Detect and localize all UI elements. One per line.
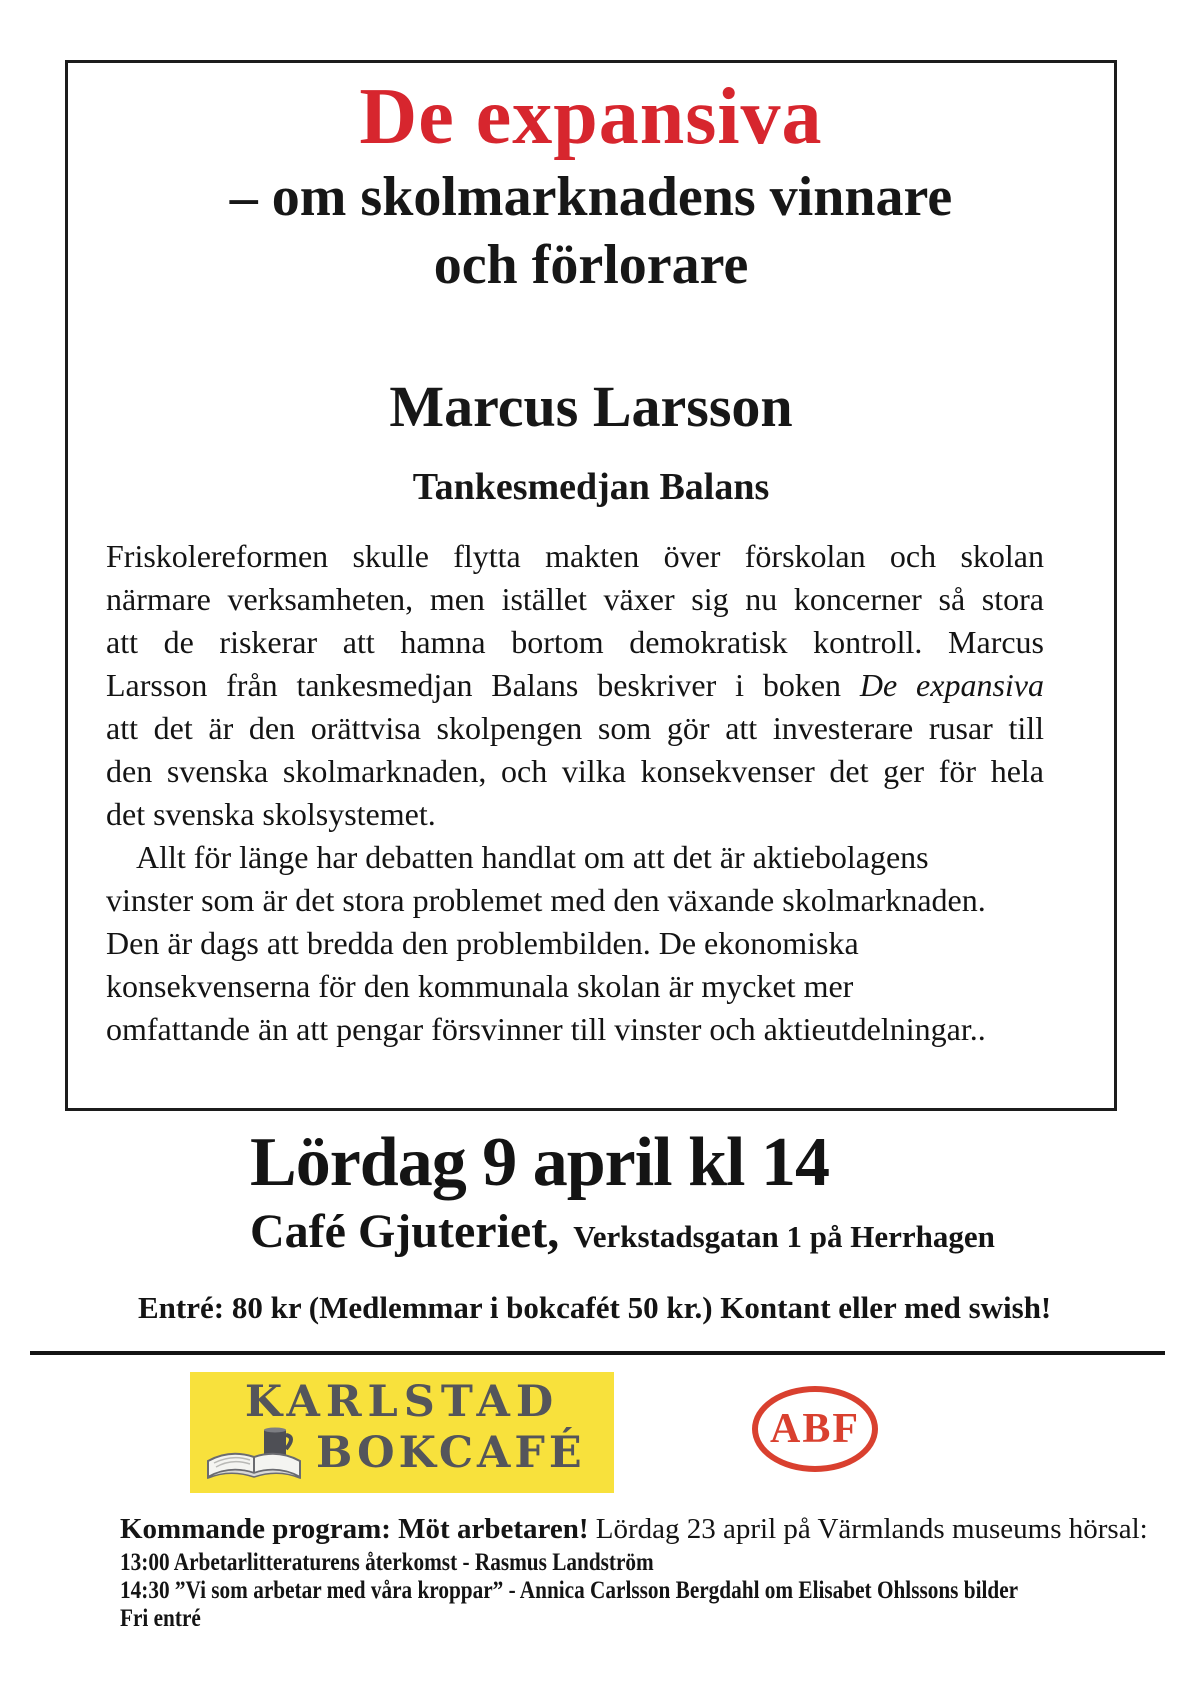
organization-name: Tankesmedjan Balans [412, 465, 770, 508]
bokcafe-logo-line2-text: BOKCAFÉ [316, 1428, 586, 1478]
body-line: det svenska skolsystemet. [106, 795, 436, 832]
karlstad-bokcafe-logo [190, 1372, 614, 1493]
body-line: att de riskerar att hamna bortom demokratisk kontroll. Marcus [106, 623, 1044, 660]
event-date-heading: Lördag 9 april kl 14 [250, 1124, 829, 1201]
venue-address: Verkstadsgatan 1 på Herrhagen [573, 1219, 995, 1254]
upcoming-item: 13:00 Arbetarlitteraturens återkomst - Rasmus Landström [120, 1549, 654, 1576]
body-line: närmare verksamheten, men istället växer sig nu koncerner så stora [106, 580, 1044, 617]
divider-line [30, 1351, 1165, 1355]
poster-subtitle-line1: – om skolmarknadens vinnare [229, 165, 953, 228]
abf-logo-text: ABF [770, 1406, 860, 1452]
description-text [106, 535, 1044, 1051]
body-line: Friskolereformen skulle flytta makten över förskolan och skolan [106, 537, 1044, 574]
venue-line [250, 1204, 995, 1259]
body-line: Allt för länge har debatten handlat om att det är aktiebolagens [136, 838, 929, 875]
upcoming-heading-rest: Lördag 23 april på Värmlands museums hörsal: [588, 1513, 1148, 1545]
poster-subtitle-line2: och förlorare [433, 233, 749, 296]
body-line: konsekvenserna för den kommunala skolan är mycket mer [106, 967, 854, 1004]
body-line: Den är dags att bredda den problembilden. De ekonomiska [106, 924, 859, 961]
body-line: att det är den orättvisa skolpengen som gör att investerare rusar till [106, 709, 1044, 746]
speaker-name: Marcus Larsson [389, 373, 793, 439]
body-line: vinster som är det stora problemet med den växande skolmarknaden. [106, 881, 986, 918]
upcoming-heading [120, 1512, 1160, 1546]
body-line: omfattande än att pengar försvinner till vinster och aktieutdelningar.. [106, 1010, 986, 1047]
bokcafe-logo-line2 [190, 1427, 614, 1479]
upcoming-item: 14:30 ”Vi som arbetar med våra kroppar” - Annica Carlsson Bergdahl om Elisabet Ohlssons bilder [120, 1577, 1019, 1604]
entry-fee-text: Entré: 80 kr (Medlemmar i bokcafét 50 kr.) Kontant eller med swish! [138, 1290, 1052, 1325]
bokcafe-logo-line1: KARLSTAD [244, 1377, 560, 1427]
upcoming-items [120, 1549, 1160, 1633]
abf-logo [752, 1386, 878, 1472]
venue-name: Café Gjuteriet, [250, 1205, 560, 1258]
upcoming-program-section [120, 1512, 1160, 1633]
upcoming-item: Fri entré [120, 1605, 201, 1632]
upcoming-heading-bold: Kommande program: Möt arbetaren! [120, 1513, 589, 1545]
body-line: den svenska skolmarknaden, och vilka konsekvenser det ger för hela [106, 752, 1044, 789]
poster-title: De expansiva [359, 73, 823, 161]
book-and-cup-icon [202, 1427, 310, 1479]
body-line: Larsson från tankesmedjan Balans beskriver i boken De expansiva [106, 666, 1045, 703]
event-info-box [65, 60, 1117, 1111]
